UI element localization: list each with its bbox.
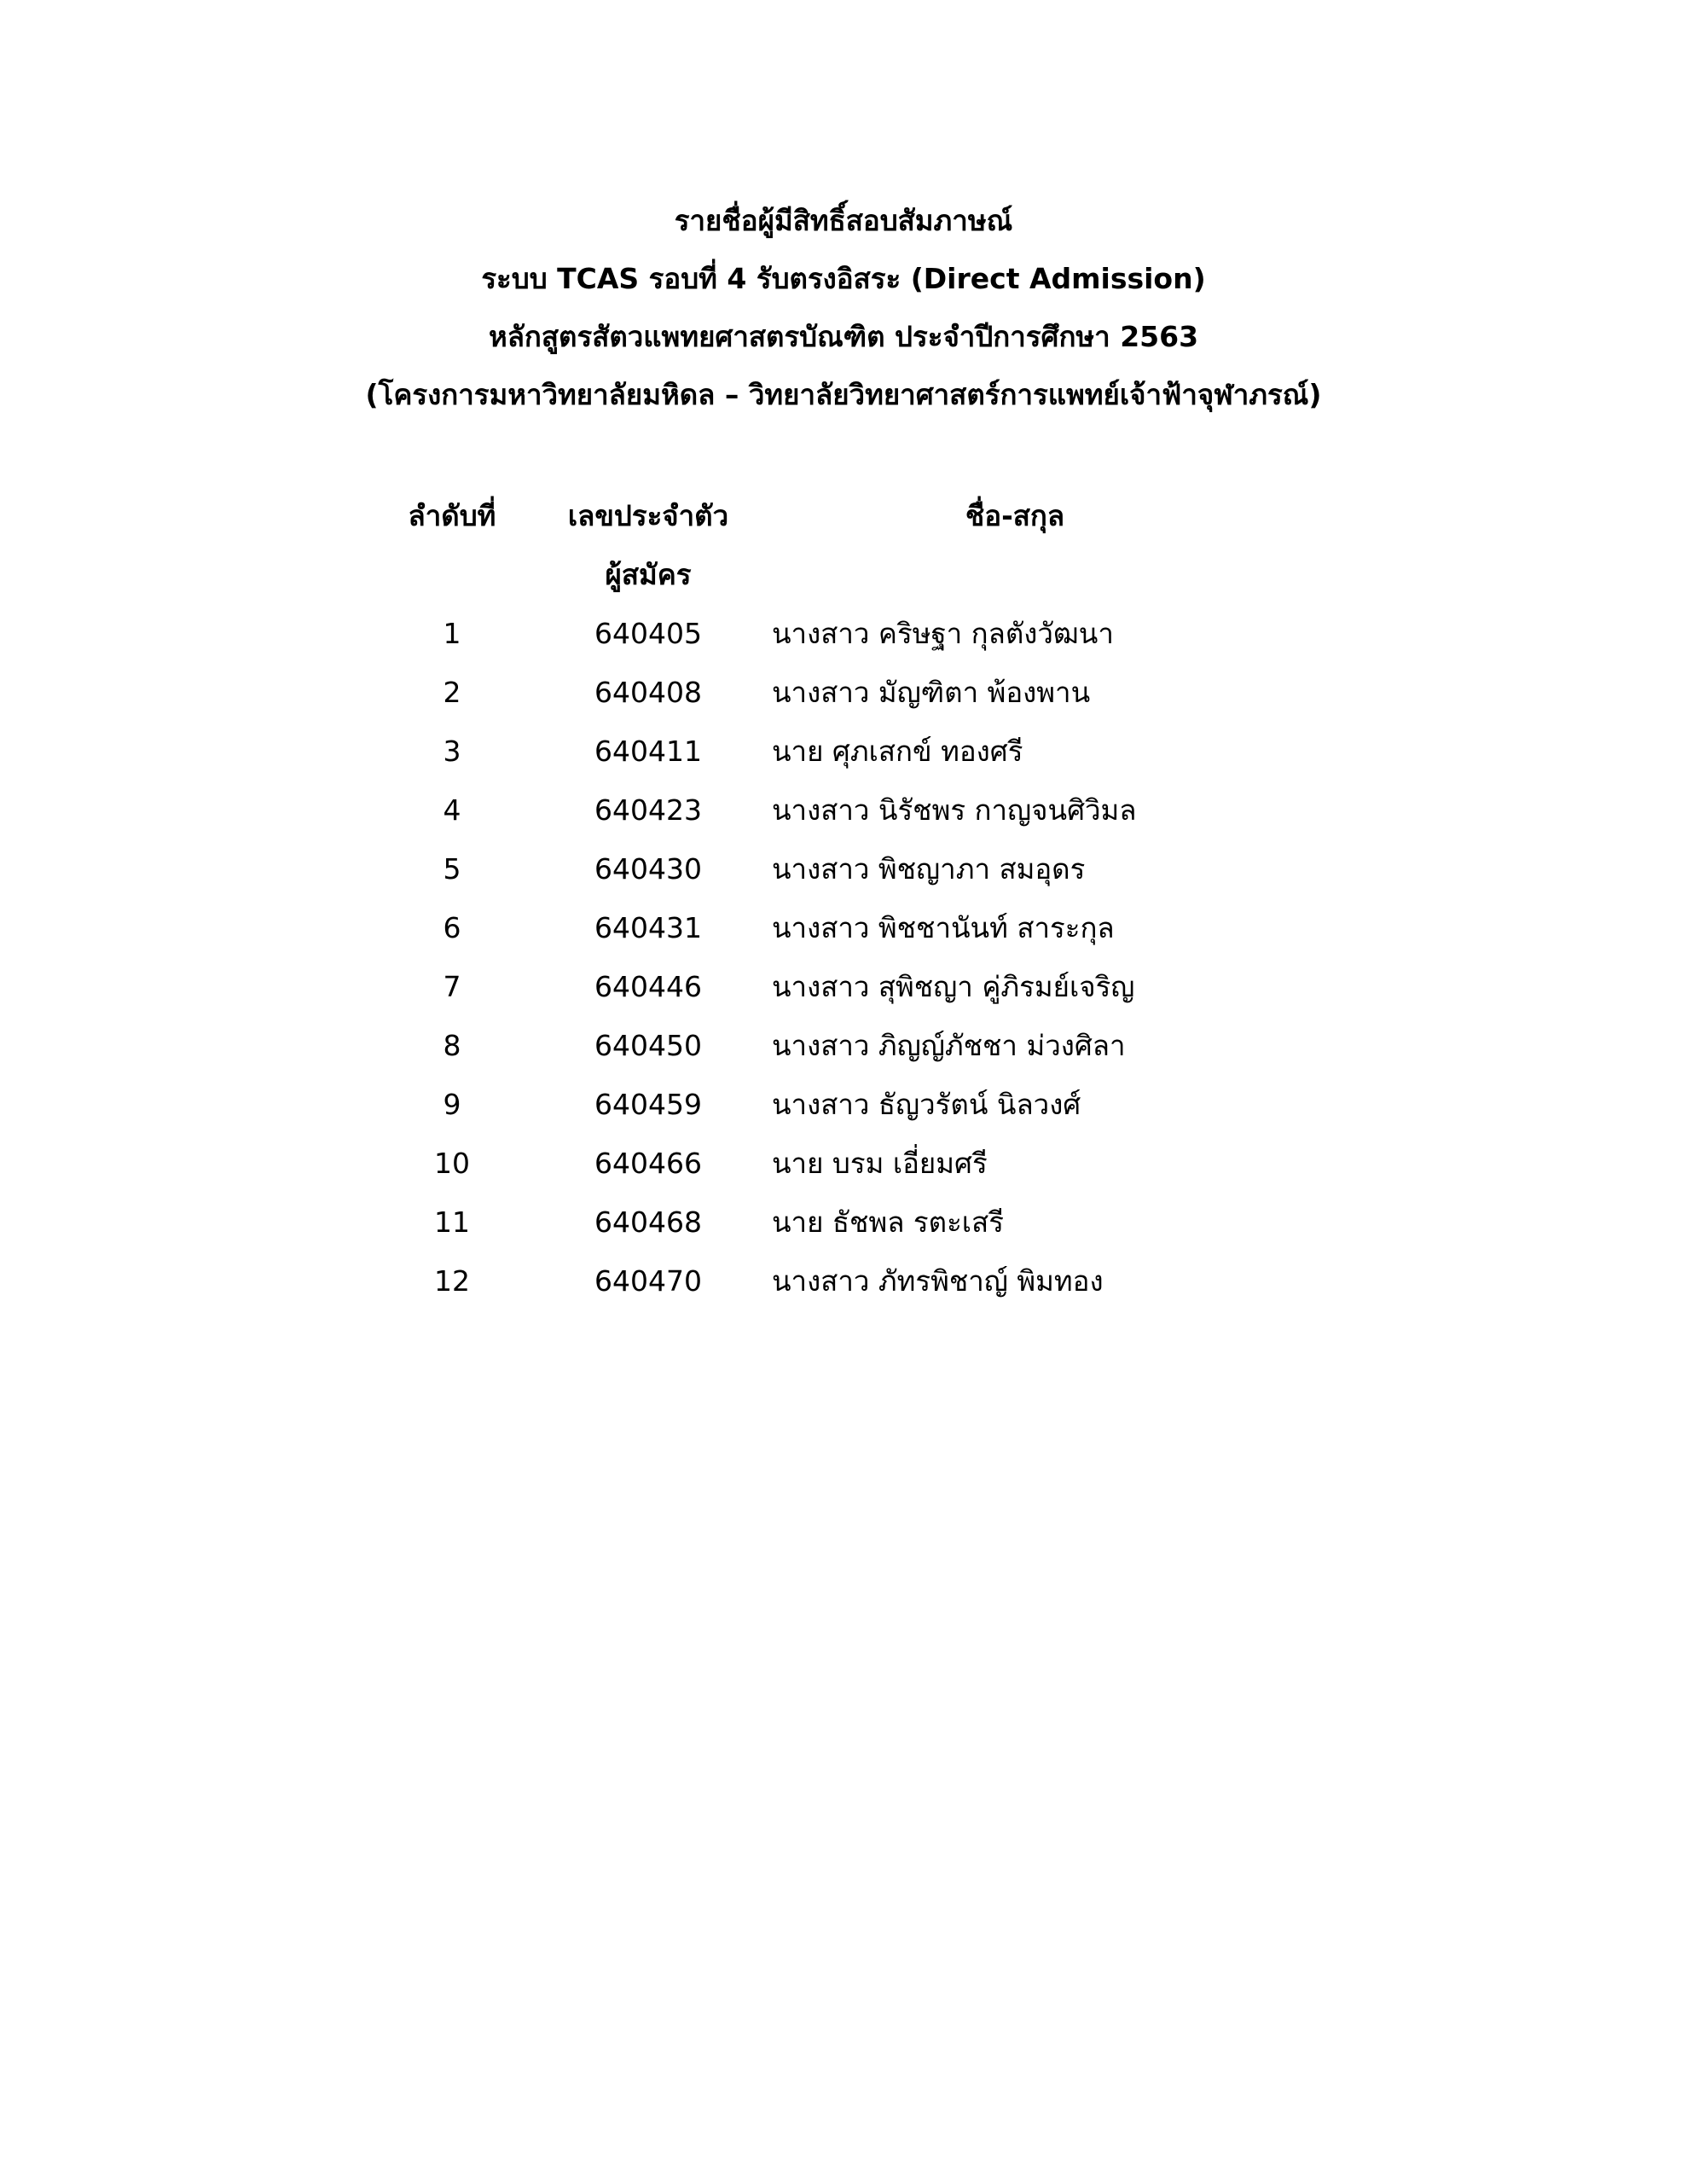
column-header-no: ลำดับที่ — [408, 499, 496, 532]
table-row — [0, 722, 1687, 781]
row-applicant-id: 640466 — [594, 1147, 702, 1180]
row-no: 6 — [443, 911, 461, 944]
column-header-id-line2: ผู้สมัคร — [605, 558, 692, 591]
column-header-id: เลขประจำตัว — [567, 499, 729, 532]
table-row — [0, 957, 1687, 1016]
table-row — [0, 1075, 1687, 1134]
row-no: 1 — [443, 617, 461, 650]
row-name: นางสาว ภิญญ์ภัชชา ม่วงศิลา — [772, 1029, 1126, 1062]
heading-project: (โครงการมหาวิทยาลัยมหิดล – วิทยาลัยวิทยาศาสตร์การแพทย์เจ้าฟ้าจุฬาภรณ์) — [365, 378, 1322, 411]
row-applicant-id: 640408 — [594, 676, 702, 709]
row-name: นางสาว พิชชานันท์ สาระกุล — [772, 911, 1115, 944]
row-name: นางสาว ภัทรพิชาญ์ พิมทอง — [772, 1264, 1104, 1298]
row-applicant-id: 640423 — [594, 793, 702, 827]
row-name: นางสาว พิชญาภา สมอุดร — [772, 852, 1086, 886]
row-applicant-id: 640446 — [594, 970, 702, 1003]
row-applicant-id: 640459 — [594, 1088, 702, 1121]
table-row — [0, 1134, 1687, 1193]
row-name: นาย ศุภเสกข์ ทองศรี — [772, 735, 1023, 768]
row-name: นางสาว มัญฑิตา พ้องพาน — [772, 676, 1091, 709]
table-row — [0, 839, 1687, 898]
row-applicant-id: 640411 — [594, 735, 702, 768]
table-header-row — [0, 486, 1687, 545]
table-row — [0, 1016, 1687, 1075]
table-row — [0, 1193, 1687, 1252]
table-row — [0, 604, 1687, 663]
row-applicant-id: 640450 — [594, 1029, 702, 1062]
table-row — [0, 663, 1687, 722]
row-applicant-id: 640431 — [594, 911, 702, 944]
table-header-row-2 — [0, 545, 1687, 604]
candidate-table — [0, 486, 1687, 1310]
row-name: นางสาว สุพิชญา คู่ภิรมย์เจริญ — [772, 970, 1135, 1003]
table-row — [0, 781, 1687, 839]
document-heading — [0, 192, 1687, 424]
row-no: 9 — [443, 1088, 461, 1121]
row-name: นางสาว ธัญวรัตน์ นิลวงศ์ — [772, 1088, 1081, 1121]
row-applicant-id: 640430 — [594, 852, 702, 886]
row-no: 7 — [443, 970, 461, 1003]
row-applicant-id: 640405 — [594, 617, 702, 650]
table-row — [0, 1252, 1687, 1310]
row-name: นาย บรม เอี่ยมศรี — [772, 1147, 988, 1180]
row-no: 12 — [434, 1264, 470, 1298]
row-no: 4 — [443, 793, 461, 827]
row-no: 2 — [443, 676, 461, 709]
row-no: 11 — [434, 1205, 470, 1239]
row-no: 8 — [443, 1029, 461, 1062]
table-row — [0, 898, 1687, 957]
row-applicant-id: 640470 — [594, 1264, 702, 1298]
column-header-name: ชื่อ-สกุล — [965, 499, 1065, 532]
row-name: นาย ธัชพล รตะเสรี — [772, 1205, 1004, 1239]
heading-title: รายชื่อผู้มีสิทธิ์สอบสัมภาษณ์ — [674, 204, 1013, 237]
row-no: 3 — [443, 735, 461, 768]
row-name: นางสาว นิรัชพร กาญจนศิวิมล — [772, 793, 1137, 827]
heading-admission-round: ระบบ TCAS รอบที่ 4 รับตรงอิสระ (Direct Admission) — [481, 262, 1206, 295]
row-applicant-id: 640468 — [594, 1205, 702, 1239]
row-no: 5 — [443, 852, 461, 886]
heading-program: หลักสูตรสัตวแพทยศาสตรบัณฑิต ประจำปีการศึกษา 2563 — [488, 320, 1199, 353]
row-name: นางสาว คริษฐา กุลตังวัฒนา — [772, 617, 1114, 650]
row-no: 10 — [434, 1147, 470, 1180]
